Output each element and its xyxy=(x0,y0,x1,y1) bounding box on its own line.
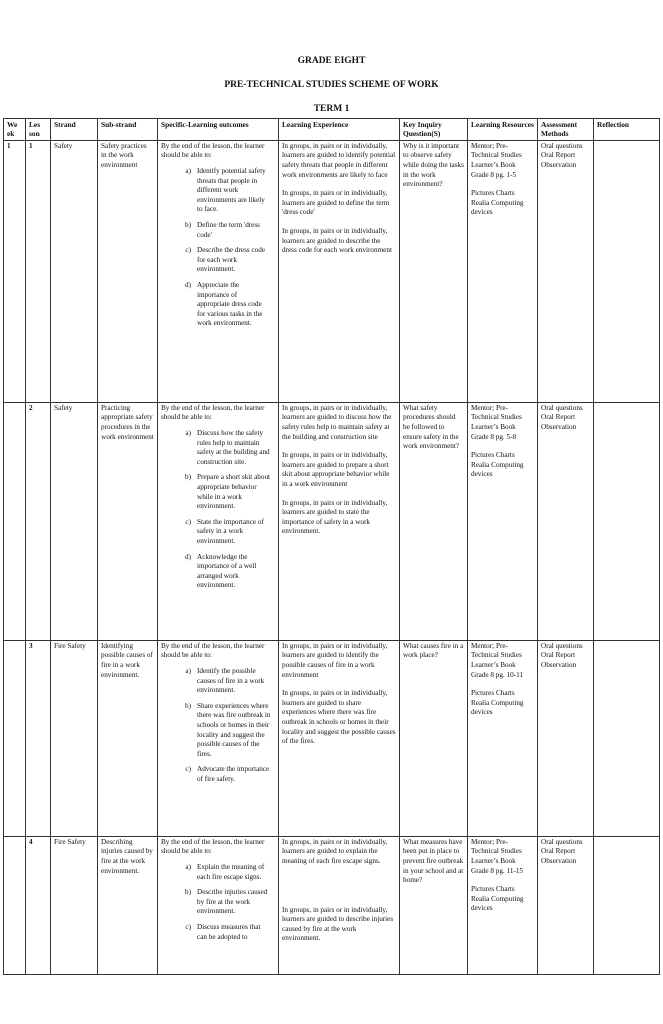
reflection-cell xyxy=(594,836,660,974)
document-title: GRADE EIGHT xyxy=(297,56,366,66)
resources-cell xyxy=(468,402,538,640)
substrand-cell: Practicing appropriate safety procedures in the work environment xyxy=(98,402,158,640)
outcome-letter: c) xyxy=(185,246,191,255)
table-row xyxy=(4,140,660,402)
experience-item: In groups, in pairs or in individually, learners are guided to identify the possible causes of fire in a work environment xyxy=(282,641,388,679)
outcome-text: Prepare a short skit about appropriate behavior while in a work environment. xyxy=(197,473,271,511)
strand-cell: Fire Safety xyxy=(51,640,98,836)
experience-item: In groups, in pairs or in individually, learners are guided to state the importance of safety in a work environment. xyxy=(282,498,388,536)
outcomes-cell xyxy=(158,402,279,640)
outcome-item xyxy=(161,702,271,760)
resources-other: Pictures Charts Realia Computing devices xyxy=(471,189,524,217)
lesson-cell: 4 xyxy=(26,836,51,974)
inquiry-cell: What causes fire in a work place? xyxy=(400,640,468,836)
assessment-cell: Oral questions Oral Report Observation xyxy=(538,402,594,640)
column-header-substrand: Sub-strand xyxy=(98,119,158,141)
term-label: TERM 1 xyxy=(313,104,350,114)
table-row xyxy=(4,836,660,974)
outcome-text: Identify the possible causes of fire in a work environment. xyxy=(197,667,265,695)
document-subtitle: PRE-TECHNICAL STUDIES SCHEME OF WORK xyxy=(224,80,439,90)
experience-item: In groups, in pairs or in individually, learners are guided to describe injuries caused by fire at the work environment. xyxy=(282,905,394,943)
outcomes-cell xyxy=(158,140,279,402)
resources-cell xyxy=(468,640,538,836)
outcomes-intro: By the end of the lesson, the learner should be able to: xyxy=(161,403,265,422)
resources-book: Mentor; Pre-Technical Studies Learner’s Book Grade 8 pg. 1-5 xyxy=(471,141,522,179)
table-header-row xyxy=(4,119,660,141)
outcome-text: Describe the dress code for each work environment. xyxy=(197,246,266,274)
experience-item: In groups, in pairs or in individually, learners are guided to share experiences where there was fire outbreak in schools or homes in their locality and suggest the possible causes of the fires. xyxy=(282,689,396,746)
reflection-cell xyxy=(594,402,660,640)
outcome-letter: b) xyxy=(185,473,191,482)
column-header-strand: Strand xyxy=(51,119,98,141)
outcome-item xyxy=(161,221,271,240)
outcome-text: Share experiences where there was fire outbreak in schools or homes in their locality and suggest the possible causes of the fires. xyxy=(197,701,271,758)
outcome-item xyxy=(161,863,271,882)
experience-item: In groups, in pairs or in individually, learners are guided to describe the dress code for each work environment xyxy=(282,226,392,255)
assessment-cell: Oral questions Oral Report Observation xyxy=(538,836,594,974)
outcome-text: Appreciate the importance of appropriate dress code for various tasks in the work environment. xyxy=(197,280,263,328)
resources-book: Mentor; Pre-Technical Studies Learner’s Book Grade 8 pg. 10-11 xyxy=(471,641,524,679)
outcomes-intro: By the end of the lesson, the learner should be able to: xyxy=(161,837,265,856)
resources-cell xyxy=(468,140,538,402)
outcomes-cell xyxy=(158,836,279,974)
column-header-reflection: Reflection xyxy=(594,119,660,141)
column-header-outcomes: Specific-Learning outcomes xyxy=(158,119,279,141)
outcome-item xyxy=(161,888,271,917)
outcome-letter: c) xyxy=(185,517,191,526)
document-header xyxy=(0,56,663,114)
resources-other: Pictures Charts Realia Computing devices xyxy=(471,689,524,717)
experience-item: In groups, in pairs or in individually, learners are guided to discuss how the safety rules help to maintain safety at the building and construction site xyxy=(282,403,392,441)
outcome-item xyxy=(161,553,271,591)
experience-item: In groups, in pairs or in individually, learners are guided to explain the meaning of each fire escape signs. xyxy=(282,837,388,865)
resources-other: Pictures Charts Realia Computing devices xyxy=(471,885,524,913)
scheme-of-work-table xyxy=(3,118,660,975)
assessment-cell: Oral questions Oral Report Observation xyxy=(538,640,594,836)
outcome-letter: a) xyxy=(185,429,191,437)
outcome-item xyxy=(161,765,271,784)
outcome-letter: d) xyxy=(185,280,191,289)
outcome-item xyxy=(161,518,271,547)
resources-cell xyxy=(468,836,538,974)
strand-cell: Fire Safety xyxy=(51,836,98,974)
table-row xyxy=(4,640,660,836)
strand-cell: Safety xyxy=(51,140,98,402)
week-cell xyxy=(4,640,26,836)
outcome-letter: c) xyxy=(185,922,191,931)
week-cell xyxy=(4,402,26,640)
outcome-letter: b) xyxy=(185,701,191,710)
column-header-resources: Learning Resources xyxy=(468,119,538,141)
outcome-item xyxy=(161,281,271,329)
week-cell xyxy=(4,836,26,974)
outcome-letter: d) xyxy=(185,552,191,561)
column-header-inquiry: Key Inquiry Question(S) xyxy=(400,119,468,141)
experience-cell xyxy=(279,140,400,402)
outcome-text: State the importance of safety in a work environment. xyxy=(197,517,264,545)
resources-book: Mentor; Pre-Technical Studies Learner’s Book Grade 8 pg. 11-15 xyxy=(471,837,524,875)
inquiry-cell: Why is it important to observe safety while doing the tasks in the work environment? xyxy=(400,140,468,402)
outcome-letter: c) xyxy=(185,765,191,774)
column-header-week: We ek xyxy=(4,119,26,141)
inquiry-cell: What measures have been put in place to prevent fire outbreak in your school and at home? xyxy=(400,836,468,974)
outcome-text: Describe injuries caused by fire at the work environment. xyxy=(197,888,268,916)
outcome-letter: a) xyxy=(185,167,191,175)
substrand-cell: Identifying possible causes of fire in a work environment. xyxy=(98,640,158,836)
substrand-cell: Safety practices in the work environment xyxy=(98,140,158,402)
outcome-item xyxy=(161,923,271,942)
outcomes-intro: By the end of the lesson, the learner should be able to: xyxy=(161,141,265,160)
substrand-cell: Describing injuries caused by fire at the work environment. xyxy=(98,836,158,974)
outcome-letter: b) xyxy=(185,220,191,229)
column-header-experience: Learning Experience xyxy=(279,119,400,141)
outcome-item xyxy=(161,473,271,511)
outcome-letter: b) xyxy=(185,888,191,897)
week-cell: 1 xyxy=(4,140,26,402)
outcome-letter: a) xyxy=(185,667,191,675)
outcome-text: Discuss how the safety rules help to maintain safety at the building and construction site. xyxy=(197,429,270,466)
resources-other: Pictures Charts Realia Computing devices xyxy=(471,451,524,479)
outcome-text: Explain the meaning of each fire escape signs. xyxy=(197,863,265,881)
experience-item: In groups, in pairs or in individually, learners are guided to define the term 'dress code' xyxy=(282,189,390,217)
experience-cell xyxy=(279,836,400,974)
outcome-text: Acknowledge the importance of a well arranged work environment. xyxy=(197,552,257,590)
reflection-cell xyxy=(594,640,660,836)
experience-cell xyxy=(279,640,400,836)
lesson-cell: 3 xyxy=(26,640,51,836)
assessment-cell: Oral questions Oral Report Observation xyxy=(538,140,594,402)
reflection-cell xyxy=(594,140,660,402)
outcome-item xyxy=(161,429,271,467)
experience-cell xyxy=(279,402,400,640)
strand-cell: Safety xyxy=(51,402,98,640)
outcome-text: Identify potential safety threats that people in different work environments are likely to face. xyxy=(197,167,266,214)
lesson-cell: 2 xyxy=(26,402,51,640)
outcome-item xyxy=(161,167,271,215)
outcome-text: Define the term 'dress code' xyxy=(197,220,260,239)
outcome-letter: a) xyxy=(185,863,191,871)
outcome-text: Advocate the importance of fire safety. xyxy=(197,765,270,783)
lesson-cell: 1 xyxy=(26,140,51,402)
table-row xyxy=(4,402,660,640)
outcome-text: Discuss measures that can be adopted to xyxy=(197,922,261,941)
outcomes-intro: By the end of the lesson, the learner should be able to: xyxy=(161,641,265,660)
outcome-item xyxy=(161,667,271,696)
experience-item: In groups, in pairs or in individually, learners are guided to identify potential safety threats that people in different work environments are likely to face xyxy=(282,141,396,179)
outcome-item xyxy=(161,246,271,275)
column-header-assessment: Assessment Methods xyxy=(538,119,594,141)
resources-book: Mentor; Pre-Technical Studies Learner’s Book Grade 8 pg. 5-8 xyxy=(471,403,522,441)
experience-item: In groups, in pairs or in individually, learners are guided to prepare a short skit about appropriate behavior while in a work environment xyxy=(282,451,390,488)
inquiry-cell: What safety procedures should be followed to ensure safety in the work environment? xyxy=(400,402,468,640)
column-header-lesson: Les son xyxy=(26,119,51,141)
outcomes-cell xyxy=(158,640,279,836)
